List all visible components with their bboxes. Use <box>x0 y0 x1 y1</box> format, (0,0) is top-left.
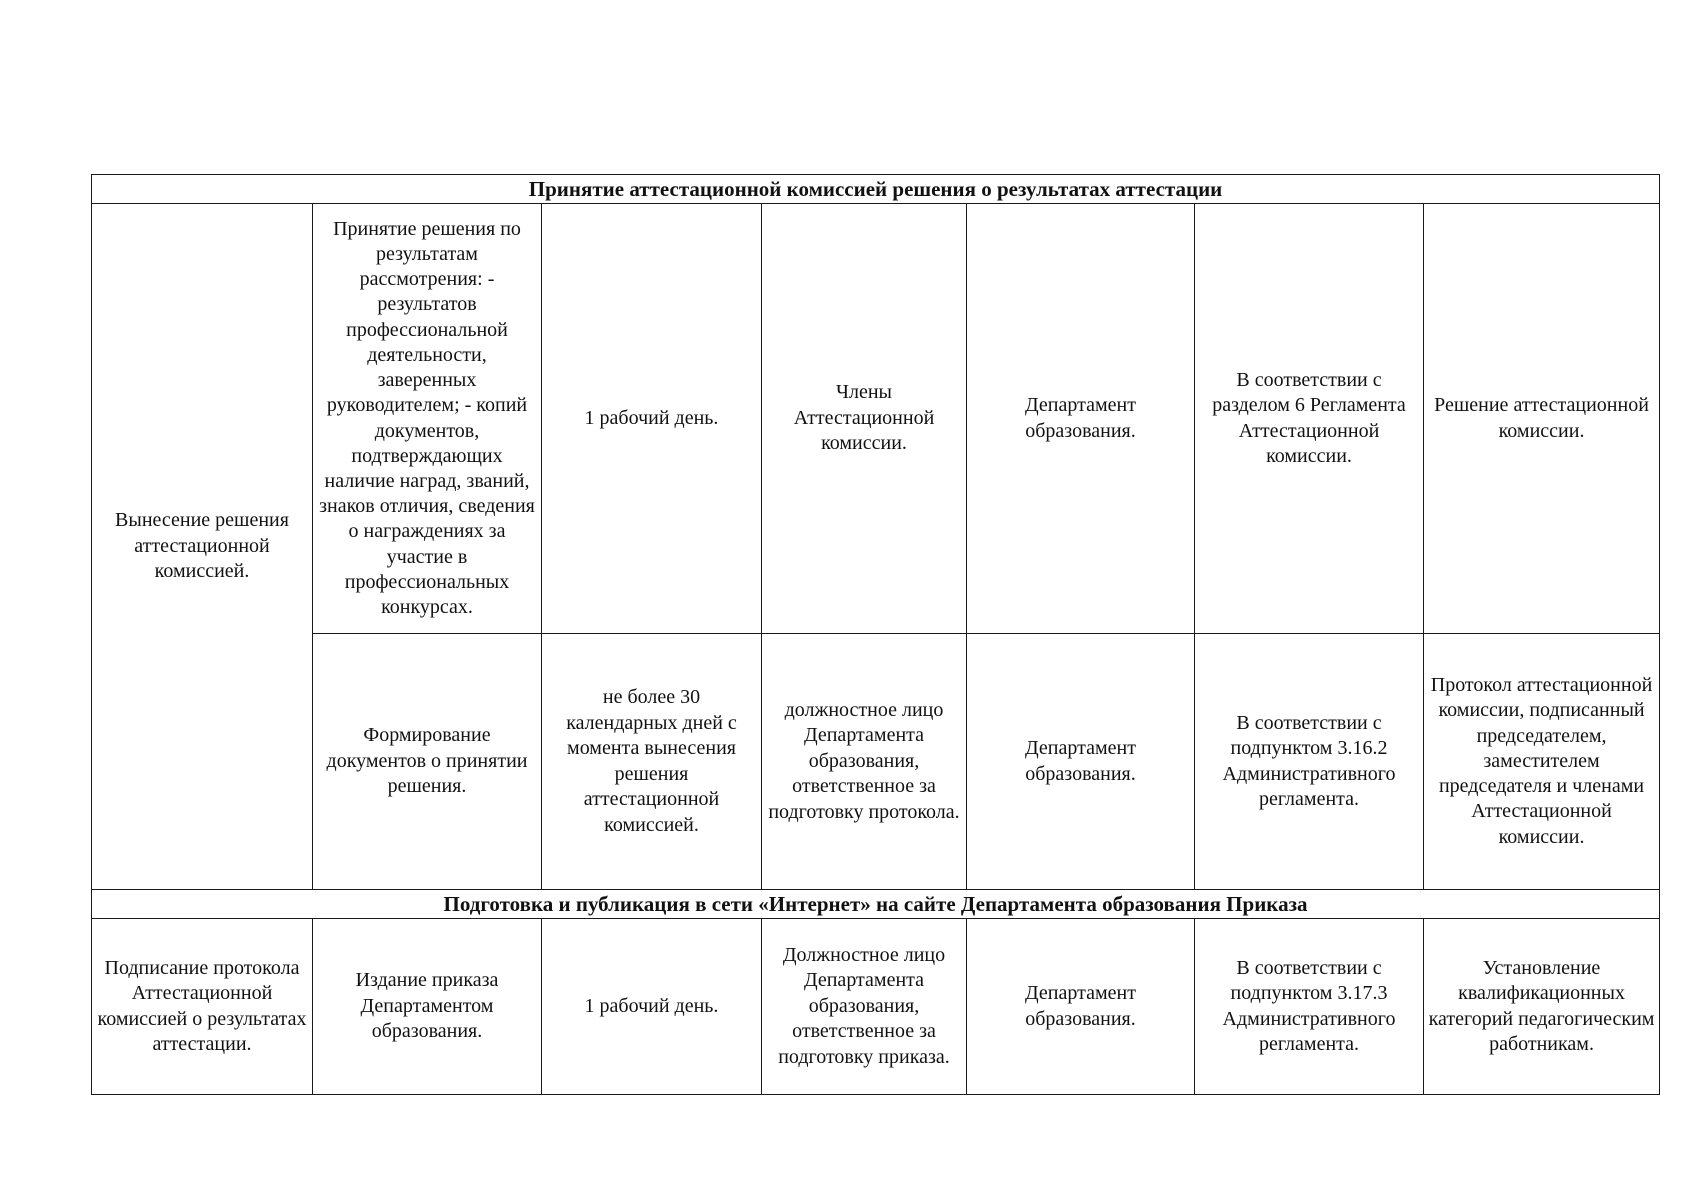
place-cell: Департамент образования. <box>967 919 1195 1095</box>
section-header-row <box>92 890 1660 919</box>
stage-cell: Вынесение решения аттестационной комиссией. <box>92 204 313 890</box>
term-cell: не более 30 календарных дней с момента вынесения решения аттестационной комиссией. <box>542 634 762 890</box>
place-cell: Департамент образования. <box>967 634 1195 890</box>
table-row <box>92 919 1660 1095</box>
basis-cell: В соответствии с подпунктом 3.16.2 Административного регламента. <box>1195 634 1424 890</box>
executor-cell: Члены Аттестационной комиссии. <box>762 204 967 634</box>
table-row <box>92 634 1660 890</box>
executor-cell: Должностное лицо Департамента образования, ответственное за подготовку приказа. <box>762 919 967 1095</box>
result-cell: Протокол аттестационной комиссии, подписанный председателем, заместителем председателя и членами Аттестационной комиссии. <box>1424 634 1660 890</box>
term-cell: 1 рабочий день. <box>542 204 762 634</box>
procedure-table <box>91 174 1660 1095</box>
table-row <box>92 204 1660 634</box>
term-cell: 1 рабочий день. <box>542 919 762 1095</box>
executor-cell: должностное лицо Департамента образования, ответственное за подготовку протокола. <box>762 634 967 890</box>
section-header-row <box>92 175 1660 204</box>
basis-cell: В соответствии с подпунктом 3.17.3 Административного регламента. <box>1195 919 1424 1095</box>
action-cell: Издание приказа Департаментом образования. <box>313 919 542 1095</box>
action-cell: Принятие решения по результатам рассмотрения: - результатов профессиональной деятельности, заверенных руководителем; - копий документов, подтверждающих наличие наград, званий, знаков отличия, сведения о награждениях за участие в профессиональных конкурсах. <box>313 204 542 634</box>
section-title-decision: Принятие аттестационной комиссией решения о результатах аттестации <box>92 175 1660 204</box>
result-cell: Установление квалификационных категорий педагогическим работникам. <box>1424 919 1660 1095</box>
section-title-publication: Подготовка и публикация в сети «Интернет» на сайте Департамента образования Приказа <box>92 890 1660 919</box>
action-cell: Формирование документов о принятии решения. <box>313 634 542 890</box>
place-cell: Департамент образования. <box>967 204 1195 634</box>
result-cell: Решение аттестационной комиссии. <box>1424 204 1660 634</box>
stage-cell: Подписание протокола Аттестационной комиссией о результатах аттестации. <box>92 919 313 1095</box>
basis-cell: В соответствии с разделом 6 Регламента Аттестационной комиссии. <box>1195 204 1424 634</box>
